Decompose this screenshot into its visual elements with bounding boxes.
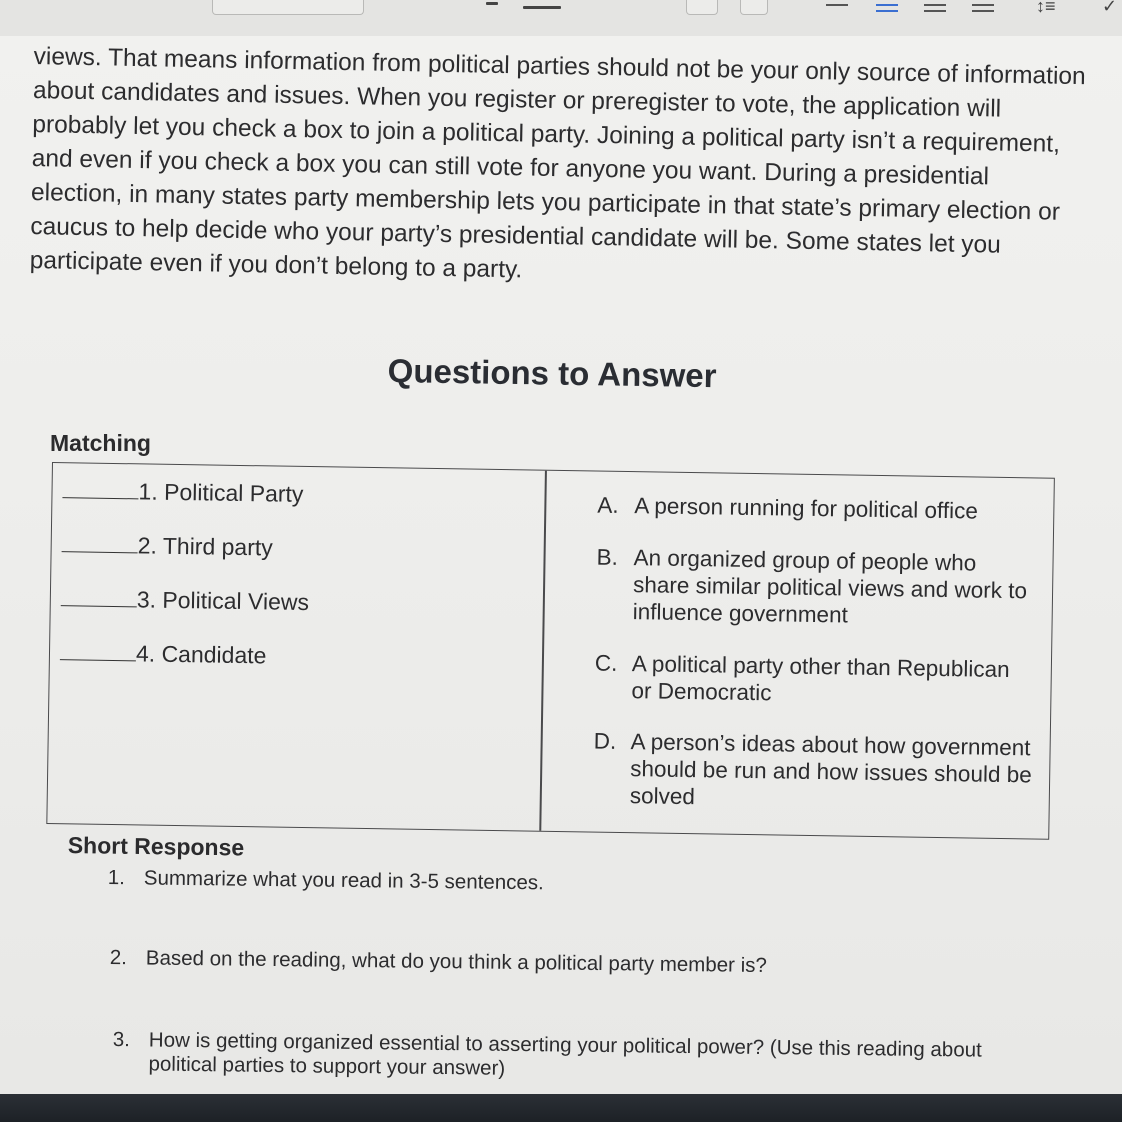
matching-term: 1. Political Party [62, 477, 303, 508]
toolbar-dropdown-left[interactable] [212, 0, 364, 15]
toolbar-button-highlight[interactable] [686, 0, 718, 15]
align-right-icon[interactable] [924, 0, 946, 16]
matching-term: 3. Political Views [61, 585, 310, 616]
short-response-question: 3. How is getting organized essential to asserting your political power? (Use this reading about political parties to support your answer) [112, 1028, 982, 1080]
short-response-question: 2. Based on the reading, what do you think a political party member is? [109, 946, 767, 978]
answer-blank[interactable] [60, 641, 136, 661]
reading-paragraph: views. That means information from political parties should not be your only source of information about candidates and issues. When you register or preregister to vote, the application will probably let you check a box to join a political party. Joining a political party isn’t a requirement, and even if you check a box you can still vote for anyone you want. During a presidential election, in many states party membership lets you participate in that state’s primary election or caucus to help decide who your party’s presidential candidate will be. Some states let you participate even if you don’t belong to a party. [29, 42, 1086, 284]
align-center-icon[interactable] [876, 0, 898, 16]
matching-section [46, 462, 1057, 848]
insert-image-icon[interactable] [740, 0, 768, 15]
definition-d: D. A person’s ideas about how government should be run and how issues should be solved [593, 728, 1032, 810]
definition-b: B. An organized group of people who share similar political views and work to influence government [596, 544, 1028, 628]
align-justify-icon[interactable] [972, 0, 994, 16]
text-color-icon[interactable] [523, 6, 561, 9]
matching-term: 4. Candidate [60, 639, 267, 669]
checklist-icon[interactable]: ✓ [1102, 0, 1118, 16]
short-response-question: 1. Summarize what you read in 3-5 sentences. [107, 866, 544, 895]
underline-icon[interactable] [486, 2, 498, 5]
answer-blank[interactable] [62, 533, 138, 553]
align-left-icon[interactable] [826, 0, 848, 16]
document-page [0, 36, 1122, 1094]
answer-blank[interactable] [62, 479, 138, 499]
column-divider [539, 471, 546, 831]
screen-bezel [0, 1094, 1122, 1122]
definition-c: C. A political party other than Republican or Democratic [594, 650, 1010, 706]
answer-blank[interactable] [61, 587, 137, 607]
line-spacing-icon[interactable]: ↕≡ [1036, 0, 1056, 16]
definition-a: A. A person running for political office [597, 492, 979, 524]
matching-label: Matching [50, 430, 151, 456]
matching-table [46, 462, 1055, 840]
matching-term: 2. Third party [61, 531, 272, 561]
questions-heading: Questions to Answer [387, 352, 717, 395]
short-response-label: Short Response [67, 832, 245, 861]
editor-toolbar [0, 0, 1122, 37]
